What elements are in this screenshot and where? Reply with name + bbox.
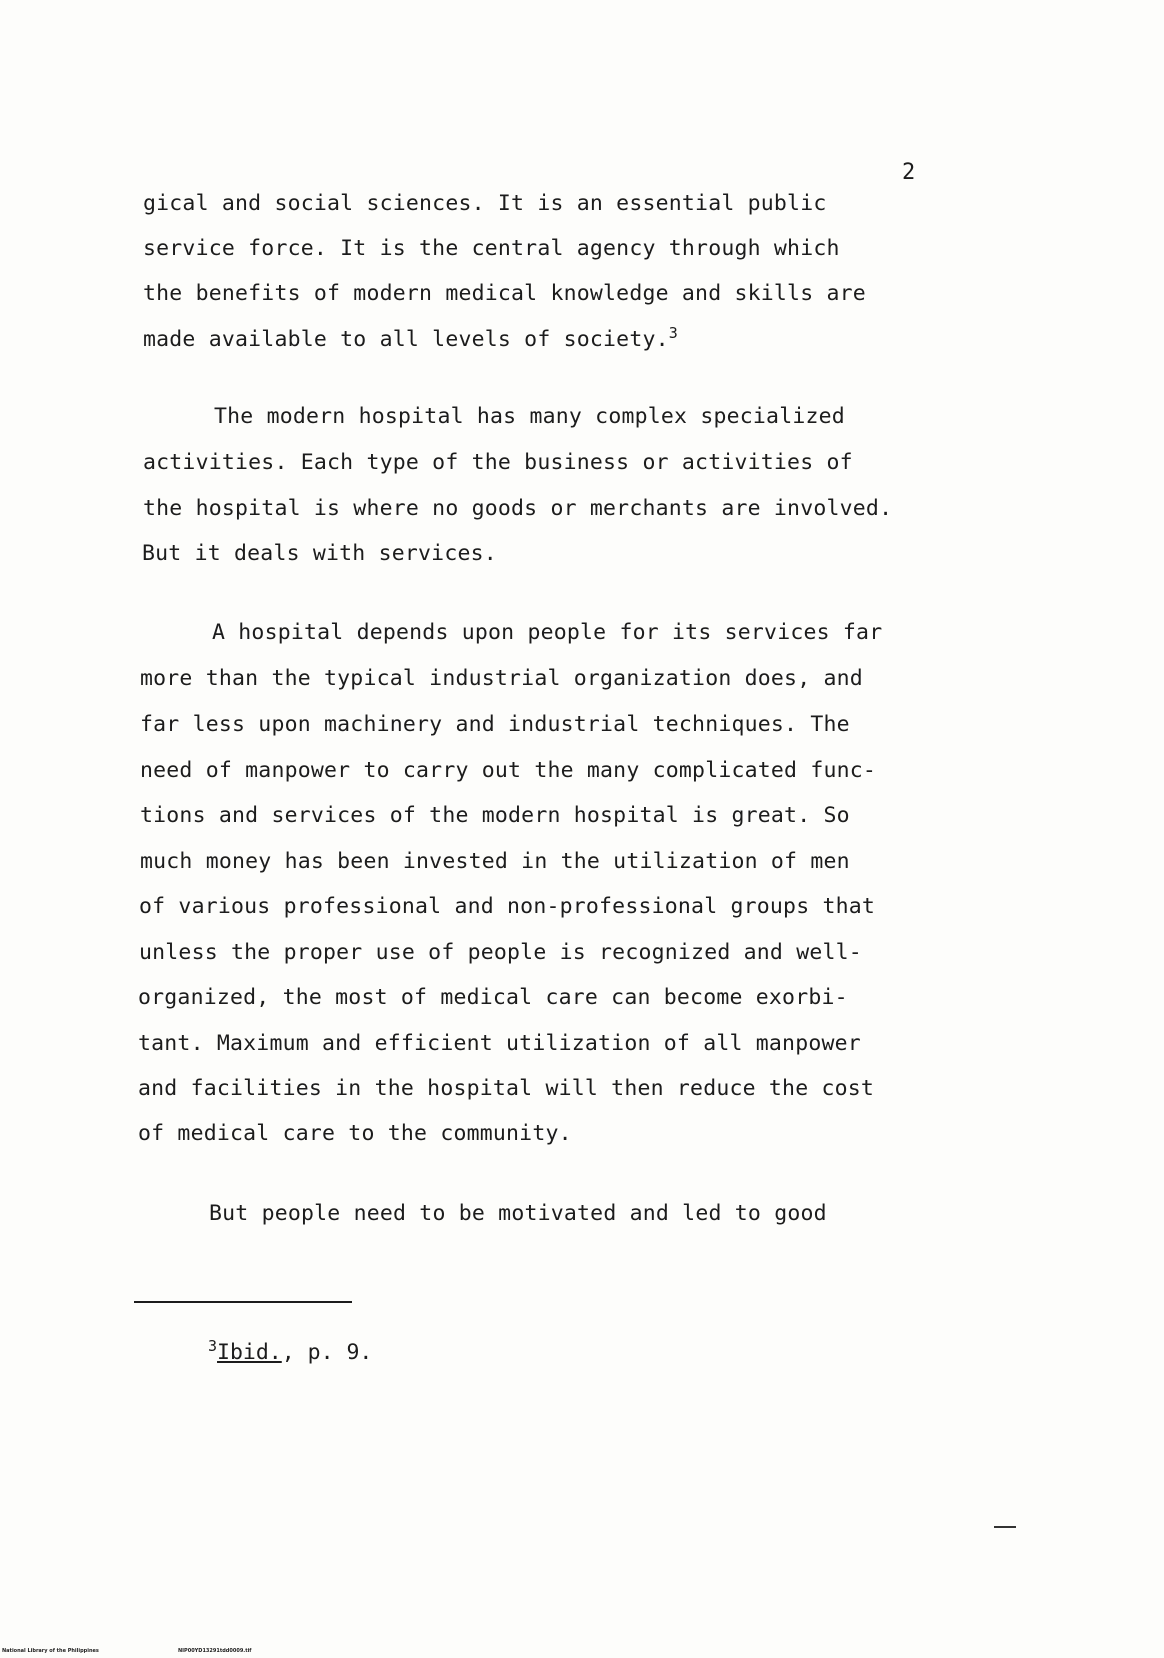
text-line: far less upon machinery and industrial techniques. The [140, 712, 850, 737]
text-line: service force. It is the central agency through which [143, 236, 840, 261]
text-line: But people need to be motivated and led to good [209, 1201, 827, 1226]
footnote-reference: 3 [668, 323, 678, 342]
text-line: organized, the most of medical care can become exorbi- [138, 985, 848, 1010]
text-line: A hospital depends upon people for its services far [212, 620, 883, 645]
text-line-content: made available to all levels of society. [143, 327, 669, 352]
text-line: The modern hospital has many complex specialized [214, 404, 845, 429]
text-line: and facilities in the hospital will then reduce the cost [138, 1076, 875, 1101]
text-line: need of manpower to carry out the many complicated func- [140, 758, 877, 783]
text-line: gical and social sciences. It is an essential public [143, 191, 827, 216]
text-line: activities. Each type of the business or activities of [143, 450, 853, 475]
scan-mark [994, 1526, 1016, 1528]
text-line: tant. Maximum and efficient utilization of all manpower [138, 1031, 861, 1056]
page-number: 2 [902, 160, 916, 185]
text-line: of medical care to the community. [138, 1121, 572, 1146]
text-line [143, 323, 678, 352]
text-line: of various professional and non-professional groups that [139, 894, 876, 919]
scan-footer-library: National Library of the Philippines [2, 1648, 99, 1654]
text-line: tions and services of the modern hospital is great. So [140, 803, 850, 828]
text-line: much money has been invested in the utilization of men [140, 849, 850, 874]
footnote-text: , p. 9. [281, 1340, 373, 1365]
scan-footer-file-id: NIP00YD13291tdd0009.tif [178, 1648, 252, 1654]
text-line: unless the proper use of people is recognized and well- [139, 940, 862, 965]
footnote [208, 1336, 373, 1365]
text-line: more than the typical industrial organization does, and [140, 666, 863, 691]
text-line: the benefits of modern medical knowledge and skills are [143, 281, 866, 306]
footnote-marker: 3 [208, 1336, 218, 1355]
text-line: But it deals with services. [142, 541, 497, 566]
footnote-cite: Ibid. [217, 1340, 282, 1365]
footnote-divider [134, 1301, 352, 1303]
text-line: the hospital is where no goods or merchants are involved. [143, 496, 893, 521]
